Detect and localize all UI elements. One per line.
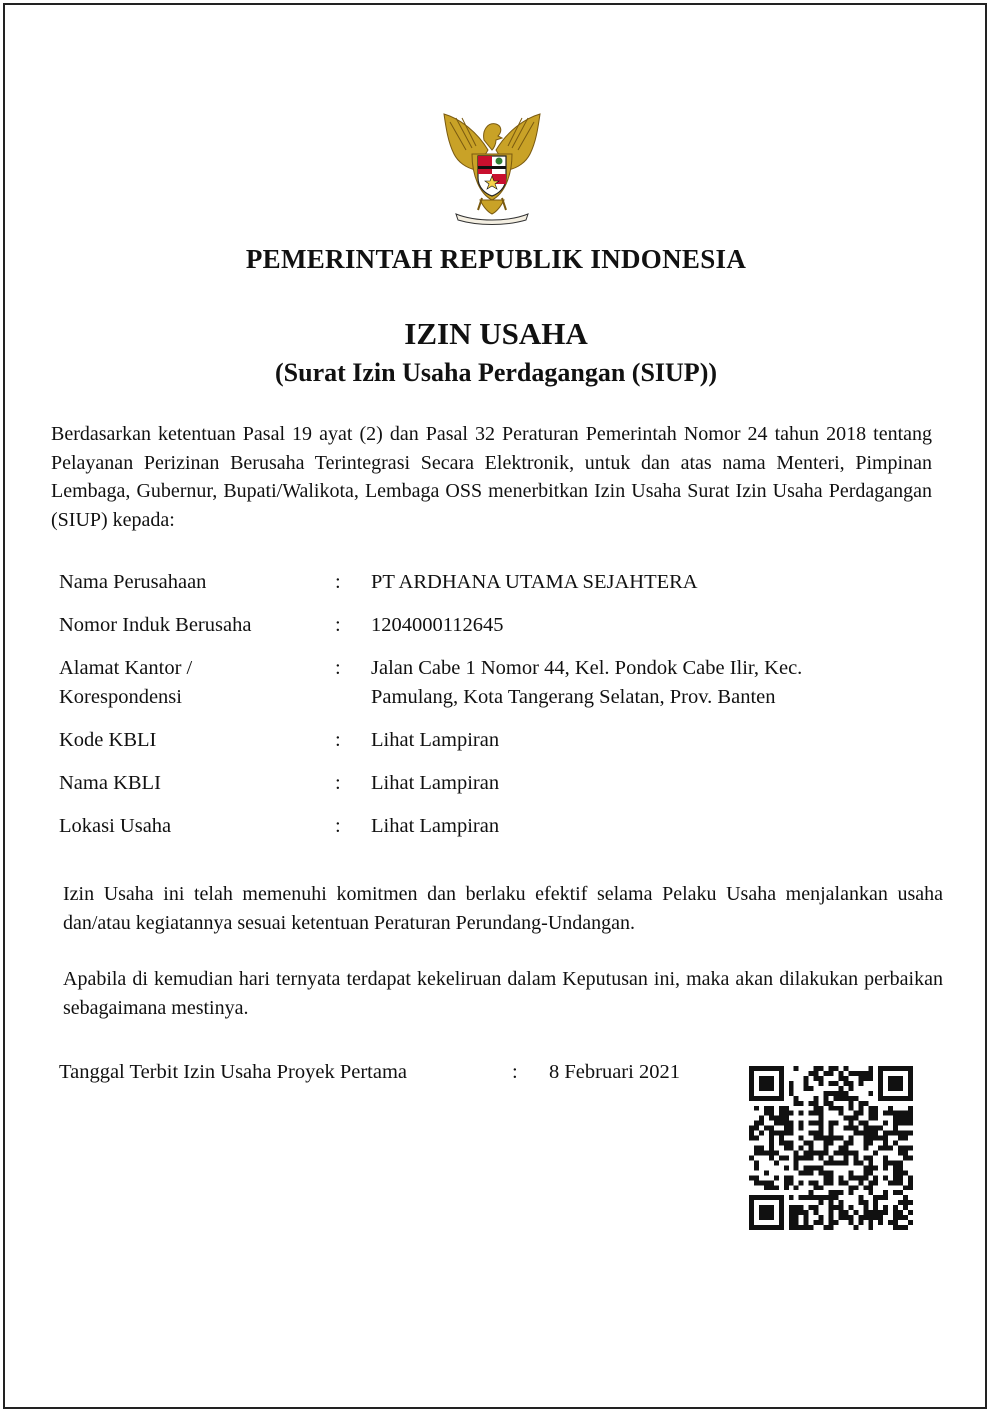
field-value: Jalan Cabe 1 Nomor 44, Kel. Pondok Cabe Ilir, Kec. Pamulang, Kota Tangerang Selatan, Prov. Banten [371,657,803,708]
field-label: Nomor Induk Berusaha [59,614,252,636]
government-heading: PEMERINTAH REPUBLIK INDONESIA [245,244,747,274]
field-row-business-location [59,812,919,841]
field-colon: : [335,571,341,593]
field-row-address [59,654,919,712]
field-value: Lihat Lampiran [371,815,500,837]
company-details [59,568,919,855]
field-colon: : [335,614,341,636]
field-label: Nama KBLI [59,772,161,794]
field-value: 1204000112645 [371,614,504,636]
issue-date-label: Tanggal Terbit Izin Usaha Proyek Pertama [59,1061,407,1083]
field-label: Alamat Kantor / Korespondensi [59,657,193,708]
field-label: Nama Perusahaan [59,571,207,593]
field-row-kbli-code [59,726,919,755]
document-title: IZIN USAHA [404,316,588,351]
validity-paragraph: Izin Usaha ini telah memenuhi komitmen dan berlaku efektif selama Pelaku Usaha menjalankan usaha dan/atau kegiatannya sesuai ketentuan Peraturan Perundang-Undangan. [63,883,943,934]
issue-date-value: 8 Februari 2021 [549,1061,680,1083]
issue-date-colon: : [512,1061,518,1083]
field-row-company-name [59,568,919,597]
qr-code-icon [749,1066,913,1230]
field-label: Kode KBLI [59,729,157,751]
field-colon: : [335,772,341,794]
intro-paragraph: Berdasarkan ketentuan Pasal 19 ayat (2) dan Pasal 32 Peraturan Pemerintah Nomor 24 tahun 2018 tentang Pelayanan Perizinan Berusaha Terintegrasi Secara Elektronik, untuk dan atas nama Menteri, Pimpinan Lembaga, Gubernur, Bupati/Walikota, Lembaga OSS menerbitkan Izin Usaha Surat Izin Usaha Perdagangan (SIUP) kepada: [51,423,932,531]
field-row-kbli-name [59,769,919,798]
field-value: PT ARDHANA UTAMA SEJAHTERA [371,571,698,593]
field-colon: : [335,657,341,679]
field-row-business-id [59,611,919,640]
garuda-pancasila-emblem-icon [436,110,548,228]
field-colon: : [335,729,341,751]
document-subtitle: (Surat Izin Usaha Perdagangan (SIUP)) [274,358,718,387]
correction-paragraph: Apabila di kemudian hari ternyata terdapat kekeliruan dalam Keputusan ini, maka akan dilakukan perbaikan sebagaimana mestinya. [63,968,943,1019]
field-label: Lokasi Usaha [59,815,172,837]
field-value: Lihat Lampiran [371,772,500,794]
field-value: Lihat Lampiran [371,729,500,751]
field-colon: : [335,815,341,837]
